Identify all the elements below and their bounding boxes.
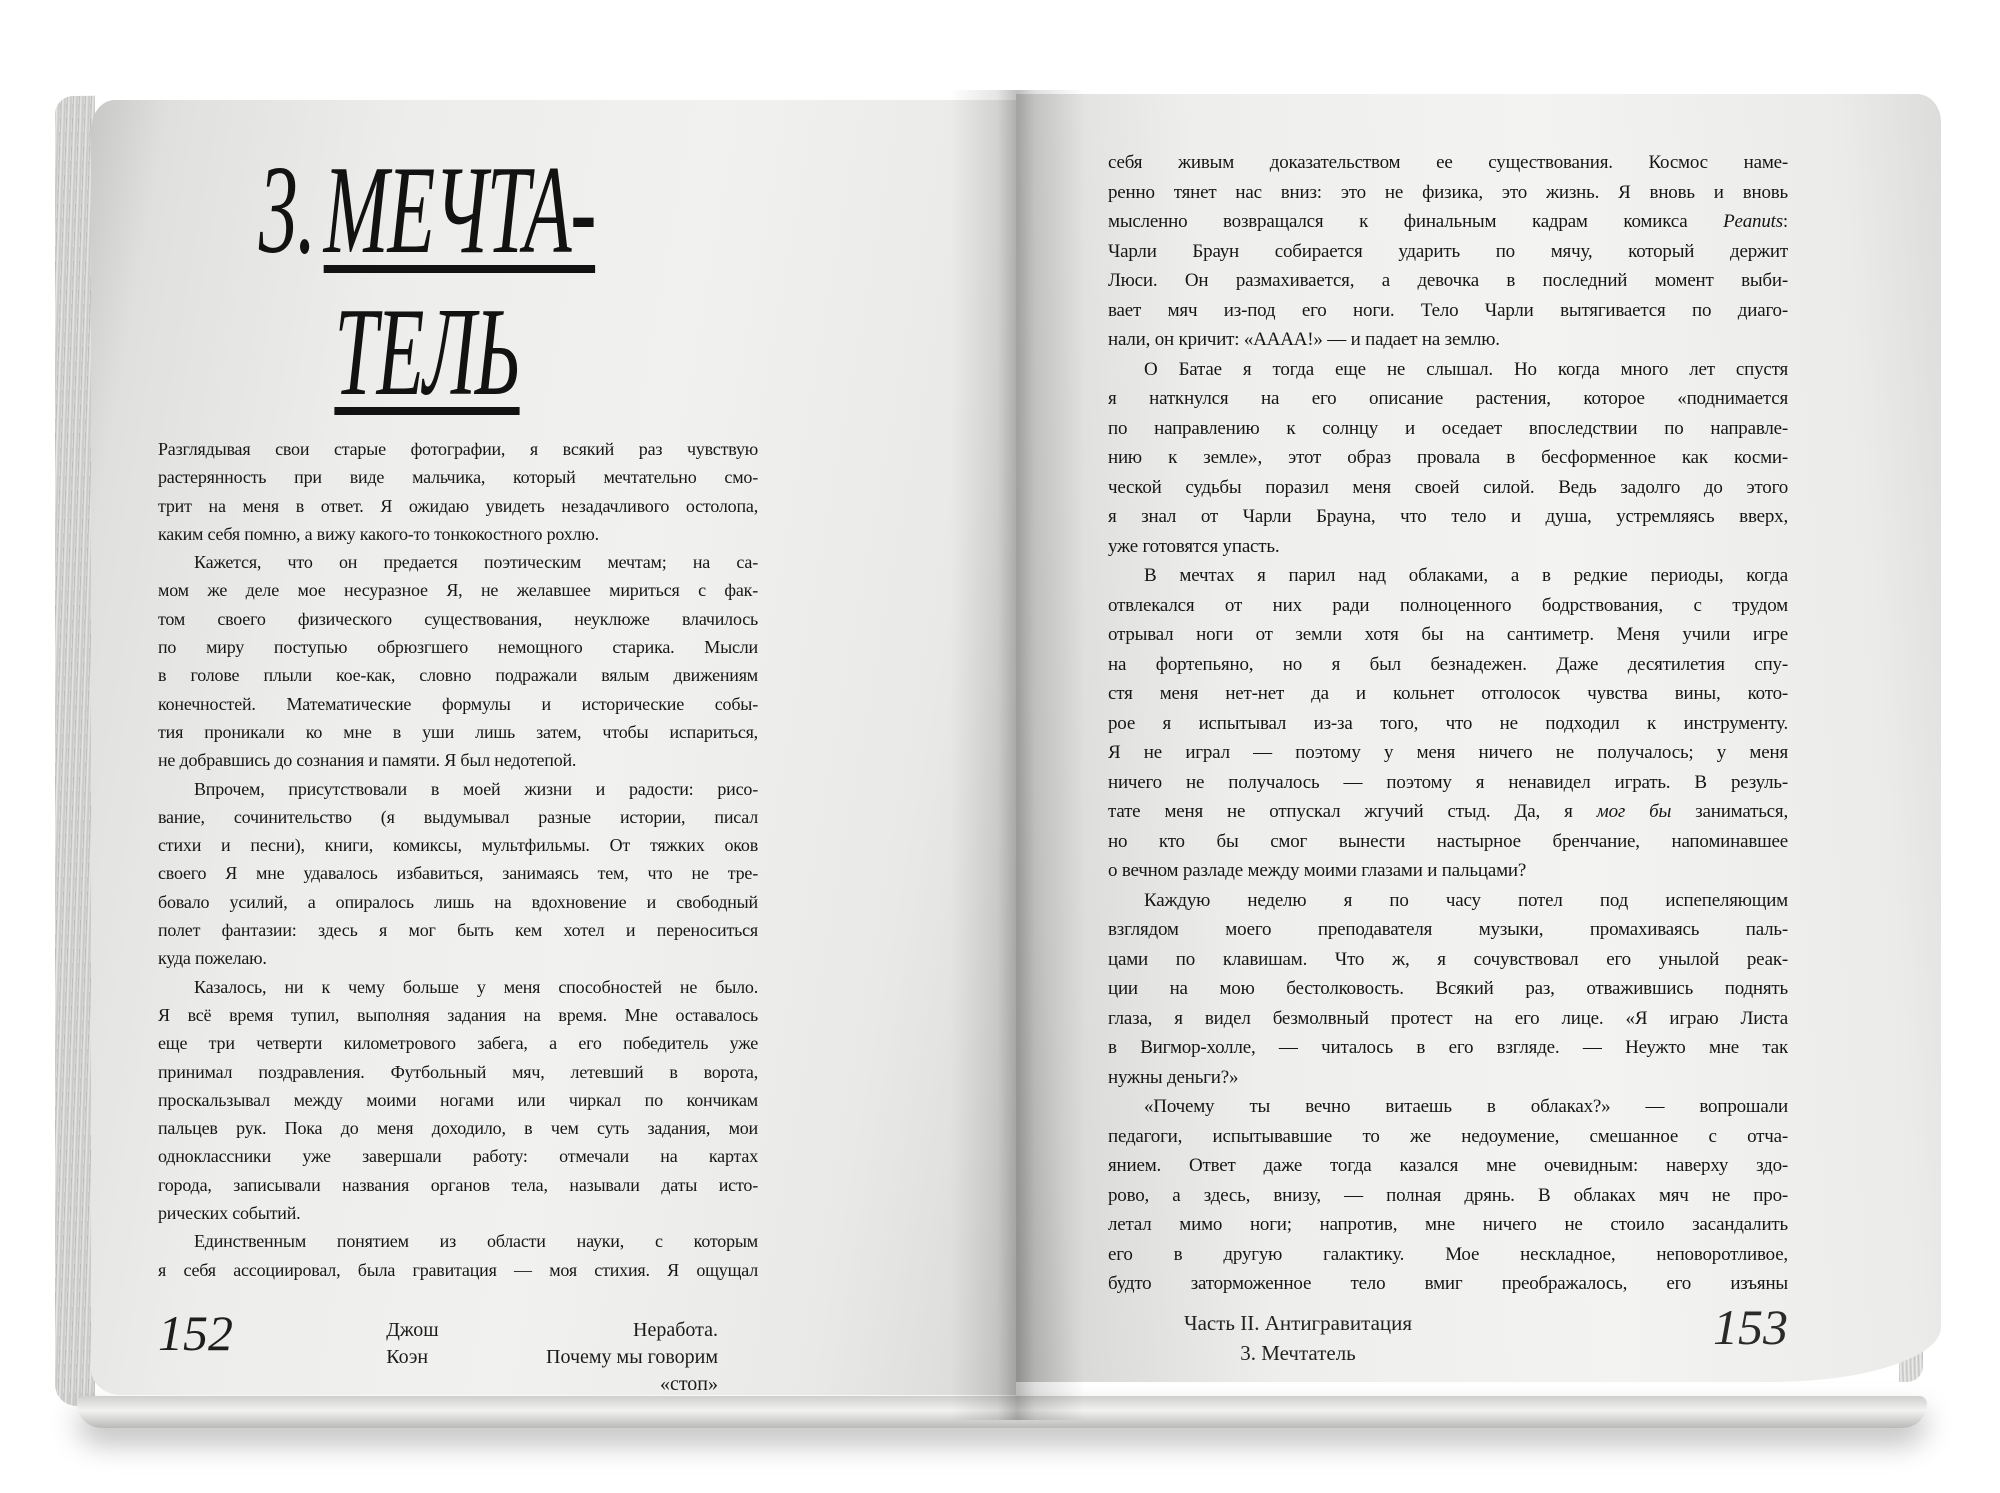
text-line: в Вигмор-холле, — читалось в его взгляде. — Неужто мне так <box>1108 1037 1788 1058</box>
text-line: «Почему ты вечно витаешь в облаках?» — вопрошали <box>1144 1096 1788 1117</box>
text-line: принимал поздравления. Футбольный мяч, летевший в ворота, <box>158 1061 758 1082</box>
text-line: не добравшись до сознания и памяти. Я был недотепой. <box>158 750 577 771</box>
running-footer-part: Часть II. Антигравитация <box>1183 1311 1413 1335</box>
text-line: рое я испытывал из-за того, что не подходил к инструменту. <box>1108 712 1788 734</box>
text-line: но кто бы смог вынести настырное бренчание, напоминавшее <box>1108 830 1788 852</box>
text-line: я знал от Чарли Брауна, что тело и душа, устремляясь вверх, <box>1108 506 1788 527</box>
text-line: себя живым доказательством ее существования. Космос наме- <box>1108 152 1788 173</box>
text-line: полет фантазии: здесь я мог быть кем хотел и переноситься <box>158 920 758 941</box>
text-line: по миру поступью обрюзгшего немощного старика. Мысли <box>158 637 758 658</box>
text-line: на фортепьяно, но я был безнадежен. Даже десятилетия спу- <box>1108 653 1788 675</box>
text-line: рово, а здесь, внизу, — полная дрянь. В облаках мяч не про- <box>1108 1184 1788 1206</box>
running-footer-part-chapter <box>1108 1300 1488 1368</box>
text-line: нужны деньги?» <box>1108 1066 1239 1088</box>
text-line: глаза, я видел безмолвный протест на его лице. «Я играю Листа <box>1108 1007 1788 1029</box>
text-line: нали, он кричит: «АААА!» — и падает на землю. <box>1108 329 1500 350</box>
text-line: Впрочем, присутствовали в моей жизни и радости: рисо- <box>194 778 758 799</box>
text-line: его в другую галактику. Мое нескладное, неповоротливое, <box>1108 1243 1788 1265</box>
text-line: тия проникали ко мне в уши лишь затем, чтобы испариться, <box>158 721 758 742</box>
page-number-right: 153 <box>1713 1299 1788 1355</box>
book <box>55 80 1945 1440</box>
text-line: одноклассники уже завершали работу: отмечали на картах <box>158 1146 758 1167</box>
text-line: Кажется, что он предается поэтическим мечтам; на са- <box>194 552 758 573</box>
chapter-title-word-1: МЕЧТА- <box>323 141 596 280</box>
chapter-title-line-2 <box>237 282 616 424</box>
text-line: Чарли Браун собирается ударить по мячу, который держит <box>1108 240 1788 262</box>
right-page <box>1016 94 1941 1382</box>
text-line: Люси. Он размахивается, а девочка в последний момент выби- <box>1108 270 1788 291</box>
text-line: янием. Ответ даже тогда казался мне очевидным: наверху здо- <box>1108 1155 1788 1176</box>
text-line: проскальзывал между моими ногами или чиркал по кончикам <box>158 1089 758 1110</box>
text-line: Каждую неделю я по часу потел под испепеляющим <box>1144 889 1788 911</box>
text-line: нию к земле», этот образ провала в бесформенное как косми- <box>1108 447 1788 468</box>
left-page-body <box>158 435 758 1284</box>
text-line: уже готовятся упасть. <box>1108 535 1280 557</box>
chapter-number: 3. <box>258 141 315 280</box>
text-line: ничего не получалось — поэтому я ненавидел играть. В резуль- <box>1108 771 1788 793</box>
text-line: цами по клавишам. Что ж, я сочувствовал его унылой реак- <box>1108 948 1788 970</box>
chapter-title <box>121 140 733 424</box>
page-stack-bottom-edge <box>77 1396 1927 1428</box>
text-line: о вечном разладе между моими глазами и пальцами? <box>1108 860 1527 881</box>
text-line: стя меня нет-нет да и кольнет отголосок чувства вины, кото- <box>1108 683 1788 704</box>
running-footer-book-title-line-1: Неработа. <box>633 1319 718 1341</box>
chapter-title-line-1 <box>237 140 616 282</box>
running-footer-book-title-line-2: Почему мы говорим «стоп» <box>546 1346 718 1395</box>
text-line: бовало усилий, а опиралось лишь на вдохновение и свободный <box>158 891 758 912</box>
text-line: трит на меня в ответ. Я ожидаю увидеть незадачливого остолопа, <box>158 495 758 516</box>
text-line: летал мимо ноги; напротив, мне ничего не стоило засандалить <box>1108 1214 1788 1235</box>
text-line: О Батае я тогда еще не слышал. Но когда много лет спустя <box>1144 358 1788 380</box>
running-footer-author: Джош Коэн <box>386 1319 439 1368</box>
text-line: Разглядывая свои старые фотографии, я всякий раз чувствую <box>158 439 758 459</box>
text-line: куда пожелаю. <box>158 948 267 969</box>
text-line: вает мяч из-под его ноги. Тело Чарли вытягивается по диаго- <box>1108 299 1788 321</box>
text-line: в голове плыли кое-как, словно подражали вялым движениям <box>158 665 758 686</box>
running-footer-book-title <box>485 1305 718 1398</box>
right-page-footer <box>1108 1300 1788 1368</box>
text-line: ренно тянет нас вниз: это не физика, это жизнь. Я вновь и вновь <box>1108 181 1788 203</box>
text-line: своего Я мне удавалось избавиться, занимаясь тем, что не тре- <box>158 863 758 884</box>
right-page-body <box>1108 148 1788 1299</box>
text-line: Казалось, ни к чему больше у меня способностей не было. <box>194 976 758 997</box>
text-line: педагоги, испытывавшие то же недоумение, смешанное с отча- <box>1108 1125 1788 1147</box>
text-line: вание, сочинительство (я выдумывал разные истории, писал <box>158 806 758 827</box>
left-page-footer <box>158 1305 718 1398</box>
text-line: Я не играл — поэтому у меня ничего не получалось; у меня <box>1108 742 1788 763</box>
text-line: ческой судьбы поразил меня своей силой. Ведь задолго до этого <box>1108 476 1788 498</box>
page-stack-left-edge <box>55 96 95 1406</box>
text-line: конечностей. Математические формулы и исторические собы- <box>158 693 758 714</box>
page-number-left: 152 <box>158 1305 233 1361</box>
text-line: тате меня не отпускал жгучий стыд. Да, я мог бы заниматься, <box>1108 801 1788 822</box>
text-line: мысленно возвращался к финальным кадрам комикса Peanuts: <box>1108 211 1788 232</box>
text-line: города, записывали названия органов тела, называли даты исто- <box>158 1174 758 1195</box>
left-page <box>91 100 1016 1395</box>
chapter-title-word-2: ТЕЛЬ <box>334 283 520 422</box>
text-line: рических событий. <box>158 1203 301 1224</box>
text-line: взглядом моего преподавателя музыки, промахиваясь паль- <box>1108 919 1788 940</box>
text-line: ции на мою бестолковость. Всякий раз, отважившись поднять <box>1108 978 1788 999</box>
text-line: Я всё время тупил, выполняя задания на время. Мне оставалось <box>158 1004 758 1025</box>
text-line: В мечтах я парил над облаками, а в редкие периоды, когда <box>1144 565 1788 586</box>
text-line: еще три четверти километрового забега, а его победитель уже <box>158 1033 758 1054</box>
text-line: каким себя помню, а вижу какого-то тонкокостного рохлю. <box>158 523 599 544</box>
text-line: том своего физического существования, неуклюже влачилось <box>158 608 758 629</box>
text-line: по направлению к солнцу и оседает впоследствии по направле- <box>1108 417 1788 439</box>
text-line: мом же деле мое несуразное Я, не желавшее мириться с фак- <box>158 580 758 601</box>
text-line: отвлекался от них ради полноценного бодрствования, с трудом <box>1108 594 1788 616</box>
text-line: растерянность при виде мальчика, который мечтательно смо- <box>158 467 758 488</box>
text-line: я наткнулся на его описание растения, которое «поднимается <box>1108 388 1788 409</box>
running-footer-chapter: 3. Мечтатель <box>1240 1341 1356 1365</box>
text-line: Единственным понятием из области науки, с которым <box>194 1231 758 1252</box>
text-line: отрывал ноги от земли хотя бы на сантиметр. Меня учили игре <box>1108 624 1788 645</box>
text-line: будто заторможенное тело вмиг преображалось, его изъяны <box>1108 1273 1788 1294</box>
text-line: стихи и песни), книги, комиксы, мультфильмы. От тяжких оков <box>158 835 758 856</box>
text-line: я себя ассоциировал, была гравитация — моя стихия. Я ощущал <box>158 1259 758 1280</box>
text-line: пальцев рук. Пока до меня доходило, в чем суть задания, мои <box>158 1118 758 1139</box>
